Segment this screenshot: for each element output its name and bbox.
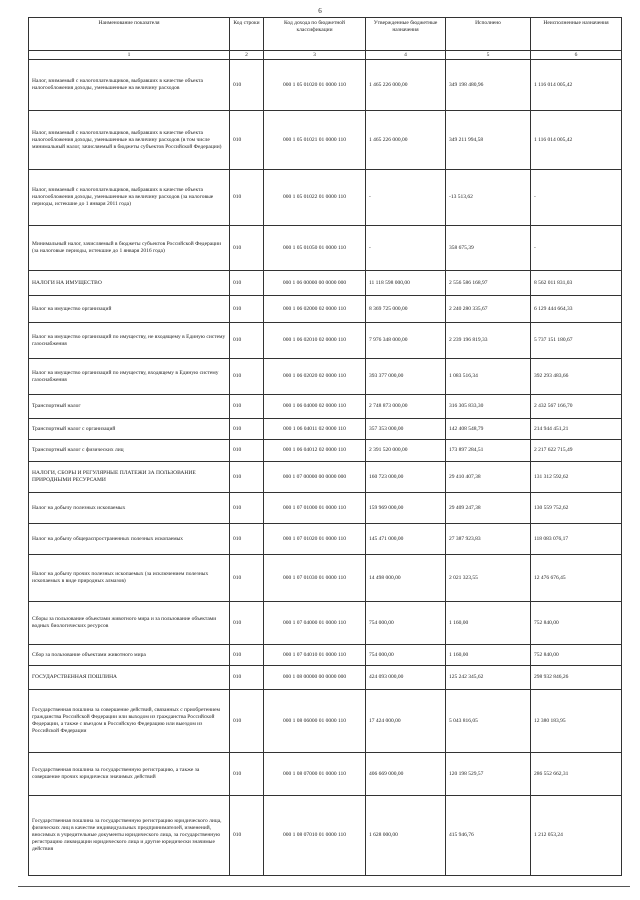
executed-amount: 5 043 816,05 xyxy=(446,690,531,753)
executed-amount: 349 198 480,96 xyxy=(446,60,531,111)
table-row xyxy=(29,359,622,395)
table-row xyxy=(29,524,622,555)
executed-amount: 125 242 345,62 xyxy=(446,666,531,690)
indicator-name: Минимальный налог, зачисляемый в бюджеты субъектов Российской Федерации (за налоговые периоды, истекшие до 1 января 2016 года) xyxy=(29,226,230,271)
unexecuted-amount: 2 217 622 715,49 xyxy=(531,440,622,462)
table-row xyxy=(29,645,622,666)
approved-amount: 14 498 000,00 xyxy=(366,555,446,602)
unexecuted-amount: 5 737 151 180,67 xyxy=(531,323,622,359)
unexecuted-amount: 12 380 183,95 xyxy=(531,690,622,753)
income-code: 000 1 08 06000 01 0000 110 xyxy=(264,690,366,753)
column-number: 3 xyxy=(264,51,366,60)
column-number: 1 xyxy=(29,51,230,60)
indicator-name: Налог, взимаемый с налогоплательщиков, выбравших в качестве объекта налогообложения доходы, уменьшенные на величину расходов xyxy=(29,60,230,111)
executed-amount: 27 387 923,83 xyxy=(446,524,531,555)
indicator-name: Налог на добычу полезных ископаемых xyxy=(29,493,230,524)
unexecuted-amount: 8 562 011 831,03 xyxy=(531,271,622,296)
budget-execution-table xyxy=(28,17,622,876)
table-row xyxy=(29,796,622,876)
approved-amount: 424 093 000,00 xyxy=(366,666,446,690)
line-code: 010 xyxy=(230,524,264,555)
unexecuted-amount: 752 840,00 xyxy=(531,645,622,666)
header-executed: Исполнено xyxy=(446,18,531,51)
executed-amount: 2 239 196 819,33 xyxy=(446,323,531,359)
table-row xyxy=(29,666,622,690)
unexecuted-amount: - xyxy=(531,170,622,226)
indicator-name: Налог на имущество организаций по имуществу, входящему в Единую систему газоснабжения xyxy=(29,359,230,395)
line-code: 010 xyxy=(230,170,264,226)
income-code: 000 1 05 01022 01 0000 110 xyxy=(264,170,366,226)
approved-amount: 159 969 000,00 xyxy=(366,493,446,524)
table-row xyxy=(29,555,622,602)
column-number: 5 xyxy=(446,51,531,60)
income-code: 000 1 08 00000 00 0000 000 xyxy=(264,666,366,690)
unexecuted-amount: 1 116 014 005,42 xyxy=(531,60,622,111)
line-code: 010 xyxy=(230,323,264,359)
unexecuted-amount: 6 129 444 664,33 xyxy=(531,296,622,323)
indicator-name: Сбор за пользование объектами животного мира xyxy=(29,645,230,666)
executed-amount: 1 160,00 xyxy=(446,645,531,666)
indicator-name: Налог, взимаемый с налогоплательщиков, выбравших в качестве объекта налогообложения доходы, уменьшенные на величину расходов (за налоговые периоды, истекшие до 1 января 2011 года) xyxy=(29,170,230,226)
header-approved: Утвержденные бюджетные назначения xyxy=(366,18,446,51)
table-row xyxy=(29,170,622,226)
page-number: 6 xyxy=(318,7,322,15)
unexecuted-amount: 2 432 567 166,70 xyxy=(531,395,622,419)
approved-amount: 17 424 000,00 xyxy=(366,690,446,753)
table-header-row xyxy=(29,18,622,51)
approved-amount: 754 000,00 xyxy=(366,645,446,666)
executed-amount: 142 408 548,79 xyxy=(446,419,531,440)
unexecuted-amount: 130 559 752,62 xyxy=(531,493,622,524)
approved-amount: - xyxy=(366,170,446,226)
approved-amount: 754 000,00 xyxy=(366,602,446,645)
income-code: 000 1 06 00000 00 0000 000 xyxy=(264,271,366,296)
income-code: 000 1 06 04012 02 0000 110 xyxy=(264,440,366,462)
column-number-row xyxy=(29,51,622,60)
income-code: 000 1 07 01000 01 0000 110 xyxy=(264,493,366,524)
line-code: 010 xyxy=(230,226,264,271)
unexecuted-amount: 752 840,00 xyxy=(531,602,622,645)
header-income-code: Код дохода по бюджетной классификации xyxy=(264,18,366,51)
approved-amount: 2 748 873 000,00 xyxy=(366,395,446,419)
table-row xyxy=(29,323,622,359)
indicator-name: Сборы за пользование объектами животного мира и за пользование объектами водных биологических ресурсов xyxy=(29,602,230,645)
approved-amount: - xyxy=(366,226,446,271)
income-code: 000 1 06 02020 02 0000 110 xyxy=(264,359,366,395)
income-code: 000 1 07 04000 01 0000 110 xyxy=(264,602,366,645)
line-code: 010 xyxy=(230,645,264,666)
income-code: 000 1 08 07010 01 0000 110 xyxy=(264,796,366,876)
executed-amount: 1 160,00 xyxy=(446,602,531,645)
table-row xyxy=(29,690,622,753)
table-row xyxy=(29,493,622,524)
executed-amount: 173 897 284,51 xyxy=(446,440,531,462)
table-row xyxy=(29,296,622,323)
executed-amount: 415 946,76 xyxy=(446,796,531,876)
approved-amount: 357 353 000,00 xyxy=(366,419,446,440)
line-code: 010 xyxy=(230,602,264,645)
line-code: 010 xyxy=(230,359,264,395)
income-code: 000 1 05 01050 01 0000 110 xyxy=(264,226,366,271)
approved-amount: 8 369 725 000,00 xyxy=(366,296,446,323)
unexecuted-amount: 1 212 053,24 xyxy=(531,796,622,876)
approved-amount: 145 471 000,00 xyxy=(366,524,446,555)
unexecuted-amount: 298 932 846,26 xyxy=(531,666,622,690)
unexecuted-amount: 131 312 592,62 xyxy=(531,462,622,493)
line-code: 010 xyxy=(230,271,264,296)
indicator-name: Транспортный налог xyxy=(29,395,230,419)
income-code: 000 1 06 04011 02 0000 110 xyxy=(264,419,366,440)
table-row xyxy=(29,753,622,796)
income-code: 000 1 06 02010 02 0000 110 xyxy=(264,323,366,359)
approved-amount: 393 377 000,00 xyxy=(366,359,446,395)
approved-amount: 1 465 226 000,00 xyxy=(366,111,446,170)
income-code: 000 1 07 01030 01 0000 110 xyxy=(264,555,366,602)
executed-amount: 1 083 516,34 xyxy=(446,359,531,395)
table-row xyxy=(29,602,622,645)
unexecuted-amount: 12 476 676,45 xyxy=(531,555,622,602)
approved-amount: 2 391 520 000,00 xyxy=(366,440,446,462)
indicator-name: Налог на добычу прочих полезных ископаемых (за исключением полезных ископаемых в виде природных алмазов) xyxy=(29,555,230,602)
line-code: 010 xyxy=(230,666,264,690)
unexecuted-amount: 392 293 483,66 xyxy=(531,359,622,395)
unexecuted-amount: 118 083 076,17 xyxy=(531,524,622,555)
line-code: 010 xyxy=(230,60,264,111)
line-code: 010 xyxy=(230,462,264,493)
line-code: 010 xyxy=(230,296,264,323)
indicator-name: НАЛОГИ, СБОРЫ И РЕГУЛЯРНЫЕ ПЛАТЕЖИ ЗА ПОЛЬЗОВАНИЕ ПРИРОДНЫМИ РЕСУРСАМИ xyxy=(29,462,230,493)
indicator-name: Транспортный налог с организаций xyxy=(29,419,230,440)
table-row xyxy=(29,111,622,170)
income-code: 000 1 06 04000 02 0000 110 xyxy=(264,395,366,419)
executed-amount: 349 211 994,58 xyxy=(446,111,531,170)
indicator-name: Транспортный налог с физических лиц xyxy=(29,440,230,462)
indicator-name: Государственная пошлина за совершение действий, связанных с приобретением гражданства Российской Федерации или выходом из гражданства Российской Федерации, а также с въездом в Российскую Федерацию или выездом из Российской Федерации xyxy=(29,690,230,753)
table-row xyxy=(29,440,622,462)
table-row xyxy=(29,419,622,440)
line-code: 010 xyxy=(230,395,264,419)
page-bottom-rule xyxy=(18,886,630,887)
approved-amount: 406 669 000,00 xyxy=(366,753,446,796)
indicator-name: Государственная пошлина за государственную регистрацию юридического лица, физических лиц в качестве индивидуальных предпринимателей, изменений, вносимых в учредительные документы юридического лица, за государственную регистрацию ликвидации юридического лица и другие юридически значимые действия xyxy=(29,796,230,876)
table-row xyxy=(29,395,622,419)
table-row xyxy=(29,271,622,296)
unexecuted-amount: - xyxy=(531,226,622,271)
column-number: 4 xyxy=(366,51,446,60)
line-code: 010 xyxy=(230,493,264,524)
executed-amount: 358 675,39 xyxy=(446,226,531,271)
indicator-name: НАЛОГИ НА ИМУЩЕСТВО xyxy=(29,271,230,296)
unexecuted-amount: 1 116 014 005,42 xyxy=(531,111,622,170)
approved-amount: 1 628 000,00 xyxy=(366,796,446,876)
income-code: 000 1 06 02000 02 0000 110 xyxy=(264,296,366,323)
executed-amount: 2 240 280 335,67 xyxy=(446,296,531,323)
line-code: 010 xyxy=(230,440,264,462)
income-code: 000 1 07 04010 01 0000 110 xyxy=(264,645,366,666)
header-unexecuted: Неисполненные назначения xyxy=(531,18,622,51)
table-row xyxy=(29,226,622,271)
indicator-name: Налог на имущество организаций xyxy=(29,296,230,323)
line-code: 010 xyxy=(230,796,264,876)
executed-amount: 120 198 529,57 xyxy=(446,753,531,796)
indicator-name: Налог, взимаемый с налогоплательщиков, выбравших в качестве объекта налогообложения доходы, уменьшенные на величину расходов (в том числе минимальный налог, зачисляемый в бюджеты субъектов Российской Федерации) xyxy=(29,111,230,170)
executed-amount: 2 021 323,55 xyxy=(446,555,531,602)
indicator-name: Налог на добычу общераспространенных полезных ископаемых xyxy=(29,524,230,555)
column-number: 6 xyxy=(531,51,622,60)
executed-amount: 316 305 833,30 xyxy=(446,395,531,419)
indicator-name: Налог на имущество организаций по имуществу, не входящему в Единую систему газоснабжения xyxy=(29,323,230,359)
header-line-code: Код строки xyxy=(230,18,264,51)
executed-amount: -13 513,62 xyxy=(446,170,531,226)
table-row xyxy=(29,60,622,111)
approved-amount: 1 465 226 000,00 xyxy=(366,60,446,111)
indicator-name: ГОСУДАРСТВЕННАЯ ПОШЛИНА xyxy=(29,666,230,690)
income-code: 000 1 05 01021 01 0000 110 xyxy=(264,111,366,170)
income-code: 000 1 07 00000 00 0000 000 xyxy=(264,462,366,493)
approved-amount: 160 723 000,00 xyxy=(366,462,446,493)
approved-amount: 11 118 598 000,00 xyxy=(366,271,446,296)
unexecuted-amount: 214 944 451,21 xyxy=(531,419,622,440)
column-number: 2 xyxy=(230,51,264,60)
executed-amount: 29 410 407,38 xyxy=(446,462,531,493)
line-code: 010 xyxy=(230,555,264,602)
approved-amount: 7 976 348 000,00 xyxy=(366,323,446,359)
line-code: 010 xyxy=(230,111,264,170)
header-indicator-name: Наименование показателя xyxy=(29,18,230,51)
line-code: 010 xyxy=(230,690,264,753)
executed-amount: 29 409 247,38 xyxy=(446,493,531,524)
income-code: 000 1 08 07000 01 0000 110 xyxy=(264,753,366,796)
income-code: 000 1 05 01020 01 0000 110 xyxy=(264,60,366,111)
executed-amount: 2 556 586 168,97 xyxy=(446,271,531,296)
income-code: 000 1 07 01020 01 0000 110 xyxy=(264,524,366,555)
unexecuted-amount: 286 552 662,31 xyxy=(531,753,622,796)
line-code: 010 xyxy=(230,753,264,796)
indicator-name: Государственная пошлина за государственную регистрацию, а также за совершение прочих юридически значимых действий xyxy=(29,753,230,796)
line-code: 010 xyxy=(230,419,264,440)
table-row xyxy=(29,462,622,493)
